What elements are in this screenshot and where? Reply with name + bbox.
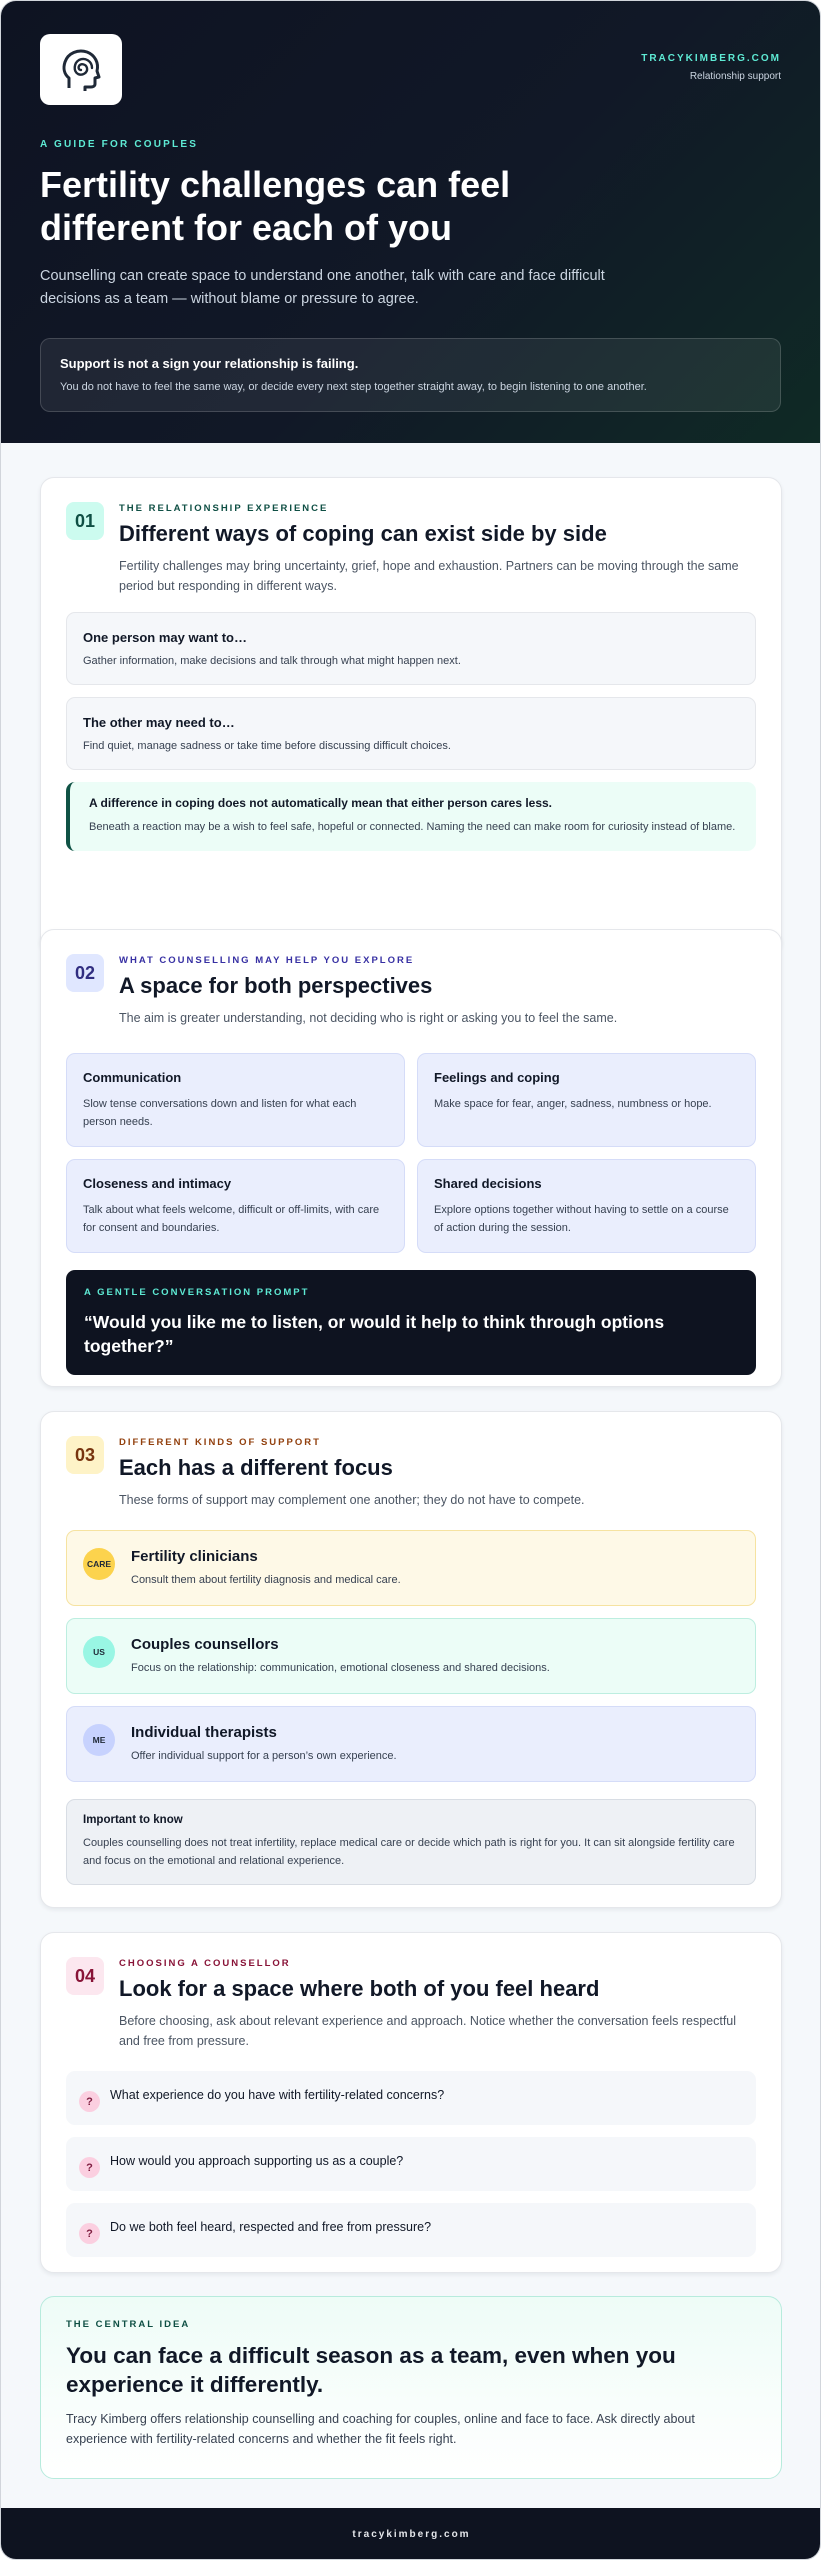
section-eyebrow: WHAT COUNSELLING MAY HELP YOU EXPLORE <box>119 955 415 966</box>
hero-lead: Counselling can create space to understand one another, talk with care and face difficult decisions as a team — without blame or pressure to agree. <box>40 268 605 307</box>
question-mark-icon: ? <box>79 2091 100 2112</box>
section-eyebrow: CHOOSING A COUNSELLOR <box>119 1958 291 1969</box>
support-item-title: Fertility clinicians <box>131 1548 258 1565</box>
prompt-kicker: A GENTLE CONVERSATION PROMPT <box>84 1287 310 1298</box>
section-header <box>66 954 756 1028</box>
section-heading-group <box>119 1436 759 1510</box>
section-header <box>66 1957 756 2051</box>
spiral-head-icon <box>61 48 101 92</box>
explore-card-text: Make space for fear, anger, sadness, numbness or hope. <box>434 1098 712 1110</box>
central-kicker: THE CENTRAL IDEA <box>66 2319 191 2330</box>
section-coping <box>40 477 782 954</box>
us-icon: US <box>83 1636 115 1668</box>
section-choosing-counsellor <box>40 1932 782 2273</box>
section-title: Look for a space where both of you feel heard <box>119 1976 600 2001</box>
question-item <box>66 2137 756 2191</box>
explore-card-text: Talk about what feels welcome, difficult or off-limits, with care for consent and boundaries. <box>83 1204 380 1234</box>
support-item-text <box>131 1545 401 1586</box>
section-perspectives <box>40 929 782 1387</box>
support-list <box>66 1530 756 1782</box>
care-icon: CARE <box>83 1548 115 1580</box>
coping-box-title: One person may want to… <box>83 630 247 645</box>
question-item <box>66 2203 756 2257</box>
footer-url[interactable]: tracykimberg.com <box>352 2529 471 2540</box>
explore-card <box>66 1159 405 1253</box>
brand-tagline: Relationship support <box>689 71 781 82</box>
section-header <box>66 1436 756 1510</box>
section-eyebrow: DIFFERENT KINDS OF SUPPORT <box>119 1437 321 1448</box>
question-item <box>66 2071 756 2125</box>
explore-card-title: Closeness and intimacy <box>83 1176 232 1191</box>
explore-card-title: Communication <box>83 1070 182 1085</box>
brand-block <box>641 53 781 82</box>
important-text: Couples counselling does not treat infertility, replace medical care or decide which path is right for you. It can sit alongside fertility care and focus on the emotional and relational experience. <box>83 1837 735 1867</box>
central-text: Tracy Kimberg offers relationship counselling and coaching for couples, online and face to face. Ask directly about experience with fertility-related concerns and whether the fit feels right. <box>66 2412 695 2446</box>
coping-boxes <box>66 612 756 770</box>
question-mark-icon: ? <box>79 2223 100 2244</box>
section-title: Different ways of coping can exist side by side <box>119 521 607 546</box>
support-item-desc: Consult them about fertility diagnosis and medical care. <box>131 1574 401 1586</box>
section-number-badge: 04 <box>66 1957 104 1995</box>
hero-header <box>1 1 820 443</box>
question-text: How would you approach supporting us as a couple? <box>110 2154 404 2168</box>
notice-text: You do not have to feel the same way, or decide every next step together straight away, to begin listening to one another. <box>60 381 647 393</box>
section-header <box>66 502 756 596</box>
coping-box-text: Gather information, make decisions and talk through what might happen next. <box>83 655 461 667</box>
brand-url[interactable]: TRACYKIMBERG.COM <box>641 53 781 64</box>
logo <box>40 34 122 105</box>
callout-title: A difference in coping does not automatically mean that either person cares less. <box>89 796 553 810</box>
callout-text: Beneath a reaction may be a wish to feel safe, hopeful or connected. Naming the need can make room for curiosity instead of blame. <box>89 821 736 833</box>
explore-grid <box>66 1053 756 1253</box>
explore-card-title: Shared decisions <box>434 1176 542 1191</box>
section-subtitle: These forms of support may complement one another; they do not have to compete. <box>119 1493 585 1507</box>
section-eyebrow: THE RELATIONSHIP EXPERIENCE <box>119 503 329 514</box>
section-subtitle: Fertility challenges may bring uncertainty, grief, hope and exhaustion. Partners can be moving through the same period but responding in different ways. <box>119 559 739 593</box>
section-subtitle: The aim is greater understanding, not deciding who is right or asking you to feel the same. <box>119 1011 618 1025</box>
hero-kicker: A GUIDE FOR COUPLES <box>40 139 199 150</box>
section-number-badge: 01 <box>66 502 104 540</box>
support-item-title: Individual therapists <box>131 1724 277 1741</box>
question-list <box>66 2071 756 2257</box>
section-heading-group <box>119 502 759 596</box>
question-text: What experience do you have with fertility-related concerns? <box>110 2088 445 2102</box>
coping-box <box>66 612 756 685</box>
central-idea <box>40 2296 782 2479</box>
support-notice <box>40 338 781 412</box>
support-item-text <box>131 1633 550 1674</box>
support-item-desc: Focus on the relationship: communication, emotional closeness and shared decisions. <box>131 1662 550 1674</box>
page-title: Fertility challenges can feel different for each of you <box>40 164 511 248</box>
support-item-desc: Offer individual support for a person’s own experience. <box>131 1750 397 1762</box>
section-number-badge: 03 <box>66 1436 104 1474</box>
section-title: A space for both perspectives <box>119 973 433 998</box>
section-heading-group <box>119 1957 759 2051</box>
explore-card <box>417 1053 756 1147</box>
question-mark-icon: ? <box>79 2157 100 2178</box>
central-title: You can face a difficult season as a team, even when you experience it differently. <box>66 2343 676 2397</box>
section-heading-group <box>119 954 759 1028</box>
coping-box <box>66 697 756 770</box>
section-subtitle: Before choosing, ask about relevant experience and approach. Notice whether the conversation feels respectful and free from pressure. <box>119 2014 737 2048</box>
coping-callout <box>66 782 756 851</box>
support-item-therapists <box>66 1706 756 1782</box>
prompt-quote: “Would you like me to listen, or would it help to think through options together?” <box>84 1312 665 1356</box>
notice-title: Support is not a sign your relationship is failing. <box>60 356 359 371</box>
conversation-prompt <box>66 1270 756 1375</box>
section-support-types <box>40 1411 782 1908</box>
explore-card-title: Feelings and coping <box>434 1070 560 1085</box>
question-text: Do we both feel heard, respected and free from pressure? <box>110 2220 432 2234</box>
support-item-counsellors <box>66 1618 756 1694</box>
explore-card-text: Explore options together without having to settle on a course of action during the session. <box>434 1204 729 1234</box>
support-item-text <box>131 1721 397 1762</box>
section-number-badge: 02 <box>66 954 104 992</box>
support-item-clinicians <box>66 1530 756 1606</box>
support-item-title: Couples counsellors <box>131 1636 279 1653</box>
explore-card-text: Slow tense conversations down and listen for what each person needs. <box>83 1098 357 1128</box>
explore-card <box>417 1159 756 1253</box>
coping-box-text: Find quiet, manage sadness or take time before discussing difficult choices. <box>83 740 451 752</box>
important-note <box>66 1799 756 1885</box>
explore-card <box>66 1053 405 1147</box>
important-title: Important to know <box>83 1814 183 1826</box>
footer <box>1 2508 821 2560</box>
coping-box-title: The other may need to… <box>83 715 235 730</box>
me-icon: ME <box>83 1724 115 1756</box>
section-title: Each has a different focus <box>119 1455 393 1480</box>
